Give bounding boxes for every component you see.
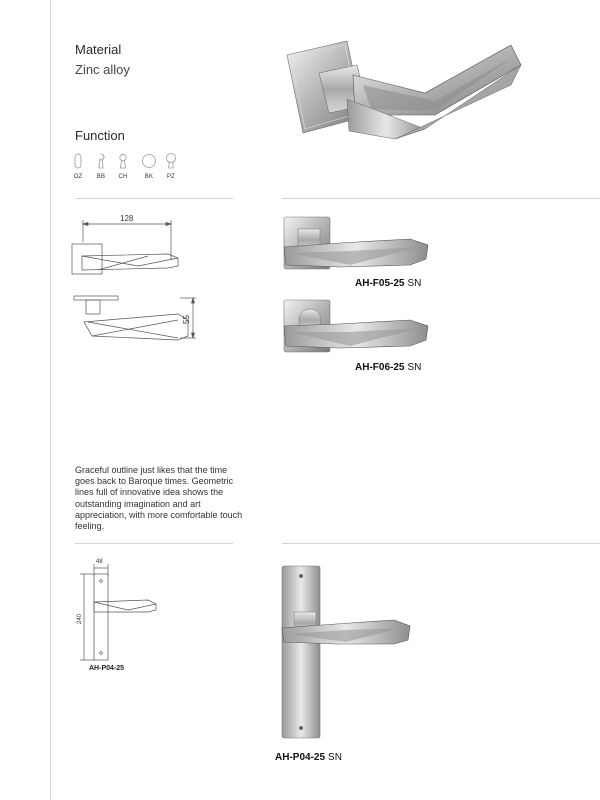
- product-description: Graceful outline just likes that the time goes back to Baroque times. Geometric lines full of innovative idea shows the outstanding imagination and art appreciation, with more comfortable touch feeling.: [75, 465, 243, 532]
- handle-photo-ah-f06: [280, 296, 430, 358]
- bit-key-hole-icon: [94, 152, 108, 170]
- product-caption-ah-p04: AH-P04-25 SN: [275, 752, 342, 763]
- key-hole-icon: [116, 152, 130, 170]
- function-item-pz: PZ: [159, 152, 183, 180]
- dimension-width-label: 128: [120, 214, 134, 223]
- round-thumbturn-icon: [141, 152, 157, 170]
- function-item-ch: CH: [111, 152, 135, 180]
- divider: [75, 198, 233, 199]
- dimension-projection-label: 55: [182, 315, 191, 324]
- handle-photo-rosette: [275, 35, 525, 150]
- divider: [75, 543, 233, 544]
- material-value: Zinc alloy: [75, 62, 130, 77]
- plate-width-label: 48: [96, 559, 103, 565]
- function-item-bb: BB: [89, 152, 113, 180]
- function-item-oz: OZ: [66, 152, 90, 180]
- plate-drawing-caption: AH-P04-25: [89, 665, 125, 672]
- divider: [282, 198, 600, 199]
- handle-photo-ah-p04: [276, 562, 416, 742]
- technical-drawing-rosette: [68, 210, 208, 350]
- divider: [282, 543, 600, 544]
- oval-hole-icon: [71, 152, 85, 170]
- technical-drawing-plate: [68, 556, 168, 666]
- handle-photo-ah-f05: [280, 213, 430, 275]
- product-caption-ah-f06: AH-F06-25 SN: [355, 362, 422, 373]
- euro-profile-cylinder-icon: [163, 152, 179, 170]
- product-caption-ah-f05: AH-F05-25 SN: [355, 278, 422, 289]
- page-margin-line: [50, 0, 51, 800]
- function-item-bk: BK: [137, 152, 161, 180]
- function-heading: Function: [75, 128, 125, 143]
- function-icons: [72, 152, 192, 192]
- plate-height-label: 240: [77, 613, 83, 624]
- material-heading: Material: [75, 42, 122, 57]
